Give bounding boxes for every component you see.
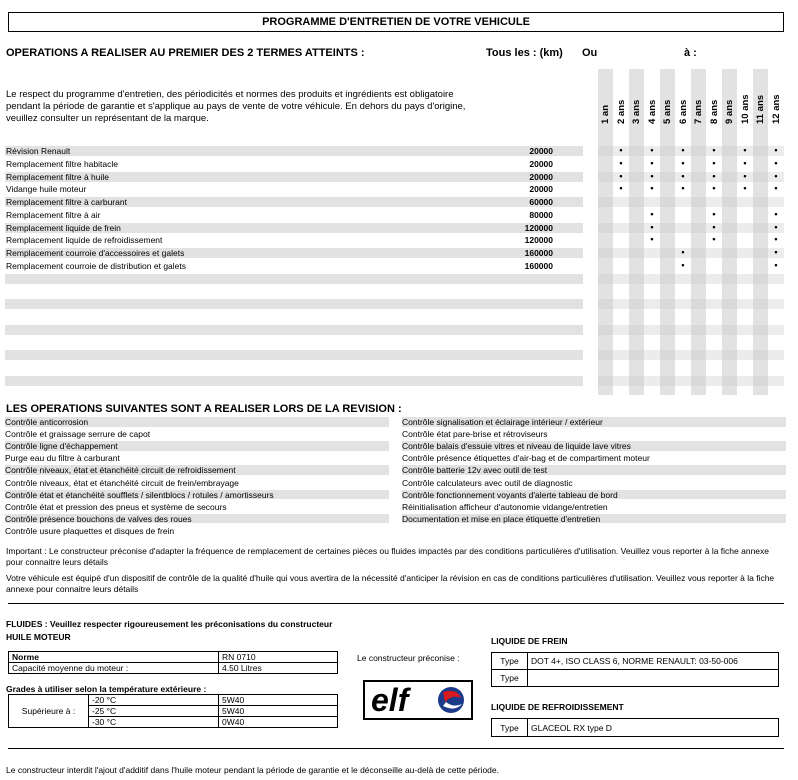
revision-item: Contrôle ligne d'échappement <box>5 441 389 451</box>
schedule-dot: • <box>743 157 747 168</box>
grade-temp: -25 °C <box>89 706 219 717</box>
grade-value: 5W40 <box>219 706 338 717</box>
revision-item: Contrôle état et pression des pneus et système de secours <box>5 501 227 512</box>
revision-item: Contrôle signalisation et éclairage intérieur / extérieur <box>402 417 786 427</box>
norme-label: Norme <box>9 652 219 663</box>
frein-heading: LIQUIDE DE FREIN <box>491 636 568 646</box>
schedule-dot: • <box>650 221 654 232</box>
operation-row <box>5 172 583 182</box>
empty-operation-row <box>5 274 583 284</box>
schedule-dot: • <box>681 170 685 181</box>
grades-table <box>8 694 338 728</box>
operation-km: 160000 <box>524 260 553 271</box>
divider <box>8 748 784 749</box>
revision-item: Contrôle niveaux, état et étanchéité circuit de frein/embrayage <box>5 477 239 488</box>
tous-les-km-label: Tous les : (km) <box>486 47 563 59</box>
schedule-dot: • <box>743 145 747 155</box>
operation-row <box>5 197 583 207</box>
schedule-dot: • <box>712 221 716 232</box>
schedule-dot: • <box>774 170 778 181</box>
refroid-table <box>491 718 779 737</box>
norme-value: RN 0710 <box>219 652 338 663</box>
schedule-dot: • <box>743 183 747 194</box>
frein-type: DOT 4+, ISO CLASS 6, NORME RENAULT: 03-50-006 <box>528 653 779 670</box>
schedule-dot: • <box>650 145 654 155</box>
empty-operation-row <box>5 325 583 335</box>
operation-label: Remplacement liquide de frein <box>6 222 121 233</box>
year-label: 11 ans <box>755 94 766 124</box>
schedule-dot: • <box>774 157 778 168</box>
grid-row-stripe <box>598 223 784 233</box>
elf-logo-text: elf <box>371 682 409 718</box>
operations-heading: OPERATIONS A REALISER AU PREMIER DES 2 TERMES ATTEINTS : <box>6 47 365 59</box>
year-label: 9 ans <box>724 99 735 124</box>
empty-operation-row <box>5 350 583 360</box>
schedule-dot: • <box>681 247 685 257</box>
schedule-dot: • <box>712 157 716 168</box>
grades-heading: Grades à utiliser selon la température extérieure : <box>6 684 207 694</box>
intro-paragraph: Le respect du programme d'entretien, des périodicités et normes des produits et ingrédients est obligatoire pendant la période de garantie et s'applique au pays de vente de votre véhicule. En dehors du pays d'origine, veuillez consulter un représentant de la marque. <box>6 89 466 124</box>
schedule-dot: • <box>774 234 778 245</box>
grid-row-stripe <box>598 248 784 258</box>
operation-label: Remplacement filtre habitacle <box>6 158 118 169</box>
empty-operation-row <box>5 376 583 386</box>
empty-operation-row <box>5 337 583 347</box>
oil-norme-table <box>8 651 338 674</box>
grid-row-stripe <box>598 325 784 335</box>
footer-note: Le constructeur interdit l'ajout d'additif dans l'huile moteur pendant la période de garantie et le déconseille au-delà de cette période. <box>6 765 499 775</box>
year-label: 4 ans <box>646 99 658 124</box>
grid-row-stripe <box>598 274 784 284</box>
schedule-dot: • <box>619 170 623 181</box>
operation-row <box>5 210 583 220</box>
revision-item: Contrôle batterie 12v avec outil de test <box>402 465 786 475</box>
schedule-dot: • <box>712 234 716 245</box>
capacite-label: Capacité moyenne du moteur : <box>9 663 219 674</box>
revision-item: Contrôle niveaux, état et étanchéité circuit de refroidissement <box>5 465 389 475</box>
operation-label: Remplacement courroie d'accessoires et galets <box>6 248 185 258</box>
schedule-dot: • <box>743 170 747 181</box>
huile-moteur-heading: HUILE MOTEUR <box>6 632 71 642</box>
operation-label: Vidange huile moteur <box>6 184 87 195</box>
type-label: Type <box>492 653 528 670</box>
schedule-dot: • <box>712 145 716 155</box>
revision-item: Contrôle balais d'essuie vitres et niveau de liquide lave vitres <box>402 441 786 451</box>
frein-type <box>528 670 779 687</box>
page-title: PROGRAMME D'ENTRETIEN DE VOTRE VEHICULE <box>8 12 784 32</box>
frein-table <box>491 652 779 687</box>
operation-label: Remplacement courroie de distribution et galets <box>6 260 187 271</box>
operation-row <box>5 146 583 156</box>
operation-km: 60000 <box>529 197 553 207</box>
year-label: 1 an <box>600 104 611 124</box>
capacite-value: 4.50 Litres <box>219 663 338 674</box>
revision-item: Contrôle anticorrosion <box>5 417 389 427</box>
grade-temp: -30 °C <box>89 717 219 728</box>
revision-item: Contrôle calculateurs avec outil de diagnostic <box>402 477 573 488</box>
operation-km: 20000 <box>529 184 553 195</box>
operation-label: Révision Renault <box>6 146 71 156</box>
revision-item: Purge eau du filtre à carburant <box>5 453 120 464</box>
operation-km: 120000 <box>524 235 553 246</box>
operation-label: Remplacement filtre à air <box>6 209 101 220</box>
operation-row <box>5 261 583 271</box>
grid-row-stripe <box>598 299 784 309</box>
ou-label: Ou <box>582 47 598 59</box>
grade-value: 0W40 <box>219 717 338 728</box>
refroid-type: GLACEOL RX type D <box>528 719 779 737</box>
operation-km: 80000 <box>529 209 553 220</box>
revision-item: Contrôle et graissage serrure de capot <box>5 429 151 440</box>
operation-km: 160000 <box>524 248 553 258</box>
schedule-dot: • <box>650 234 654 245</box>
schedule-dot: • <box>712 170 716 181</box>
type-label: Type <box>492 670 528 687</box>
operation-km: 20000 <box>529 158 553 169</box>
schedule-dot: • <box>681 183 685 194</box>
schedule-dot: • <box>774 221 778 232</box>
revision-item: Réinitialisation afficheur d'autonomie vidange/entretien <box>402 501 608 512</box>
operation-row <box>5 184 583 194</box>
operation-row <box>5 223 583 233</box>
grade-value: 5W40 <box>219 695 338 706</box>
fluids-heading: FLUIDES : Veuillez respecter rigoureusement les préconisations du constructeur <box>6 619 333 629</box>
schedule-dot: • <box>650 170 654 181</box>
revision-item: Contrôle état et étanchéité soufflets / silentblocs / rotules / amortisseurs <box>5 490 389 500</box>
year-label: 5 ans <box>662 99 673 124</box>
empty-operation-row <box>5 312 583 322</box>
year-label: 3 ans <box>631 99 642 124</box>
schedule-dot: • <box>712 208 716 219</box>
empty-operation-row <box>5 299 583 309</box>
schedule-dot: • <box>774 183 778 194</box>
operation-km: 20000 <box>529 171 553 182</box>
grid-row-stripe <box>598 376 784 386</box>
schedule-dot: • <box>681 157 685 168</box>
year-label: 7 ans <box>693 99 704 124</box>
revision-item: Contrôle usure plaquettes et disques de frein <box>5 525 175 536</box>
revision-heading: LES OPERATIONS SUIVANTES SONT A REALISER LORS DE LA REVISION : <box>6 403 402 415</box>
year-label: 2 ans <box>615 99 627 124</box>
schedule-dot: • <box>774 247 778 257</box>
year-label: 6 ans <box>677 99 689 124</box>
a-label: à : <box>684 47 697 59</box>
schedule-dot: • <box>681 145 685 155</box>
operation-label: Remplacement liquide de refroidissement <box>6 235 163 246</box>
operation-row <box>5 235 583 245</box>
preconise-label: Le constructeur préconise : <box>357 653 460 663</box>
schedule-dot: • <box>774 259 778 270</box>
schedule-dot: • <box>619 157 623 168</box>
schedule-dot: • <box>619 183 623 194</box>
type-label: Type <box>492 719 528 737</box>
grade-temp: -20 °C <box>89 695 219 706</box>
important-note: Important : Le constructeur préconise d'adapter la fréquence de remplacement de certaines pièces ou fluides impactés par des conditions particulières d'utilisation. Veuillez vous reporter à la fiche annexe pour connaitre leurs détails <box>6 546 770 567</box>
refroid-heading: LIQUIDE DE REFROIDISSEMENT <box>491 702 624 712</box>
schedule-dot: • <box>650 157 654 168</box>
operation-label: Remplacement filtre à carburant <box>6 197 127 207</box>
operation-label: Remplacement filtre à huile <box>6 171 109 182</box>
year-label: 8 ans <box>708 99 720 124</box>
schedule-dot: • <box>712 183 716 194</box>
schedule-dot: • <box>681 259 685 270</box>
revision-item: Contrôle présence étiquettes d'air-bag et de compartiment moteur <box>402 453 650 464</box>
empty-operation-row <box>5 363 583 373</box>
operation-km: 120000 <box>524 222 553 233</box>
schedule-dot: • <box>650 183 654 194</box>
superieure-label: Supérieure à : <box>9 695 89 728</box>
divider <box>8 603 784 604</box>
revision-item: Contrôle état pare-brise et rétroviseurs <box>402 429 548 440</box>
grid-row-stripe <box>598 197 784 207</box>
grid-row-stripe <box>598 350 784 360</box>
schedule-dot: • <box>774 208 778 219</box>
schedule-dot: • <box>619 145 623 155</box>
elf-logo <box>363 680 473 720</box>
revision-item: Documentation et mise en place étiquette d'entretien <box>402 514 786 524</box>
schedule-dot: • <box>774 145 778 155</box>
year-label: 10 ans <box>739 94 751 124</box>
revision-item: Contrôle présence bouchons de valves des roues <box>5 514 389 524</box>
revision-item: Contrôle fonctionnement voyants d'alerte tableau de bord <box>402 490 786 500</box>
oil-quality-note: Votre véhicule est équipé d'un dispositif de contrôle de la qualité d'huile qui vous avertira de la nécessité d'anticiper la révision en cas de conditions particulières d'utilisation. Veuillez vous reporter à la fiche annexe pour connaitre leurs détails <box>6 573 775 594</box>
year-label: 12 ans <box>770 94 782 124</box>
operation-row <box>5 248 583 258</box>
empty-operation-row <box>5 286 583 296</box>
operation-km: 20000 <box>529 146 553 156</box>
schedule-dot: • <box>650 208 654 219</box>
operation-row <box>5 159 583 169</box>
